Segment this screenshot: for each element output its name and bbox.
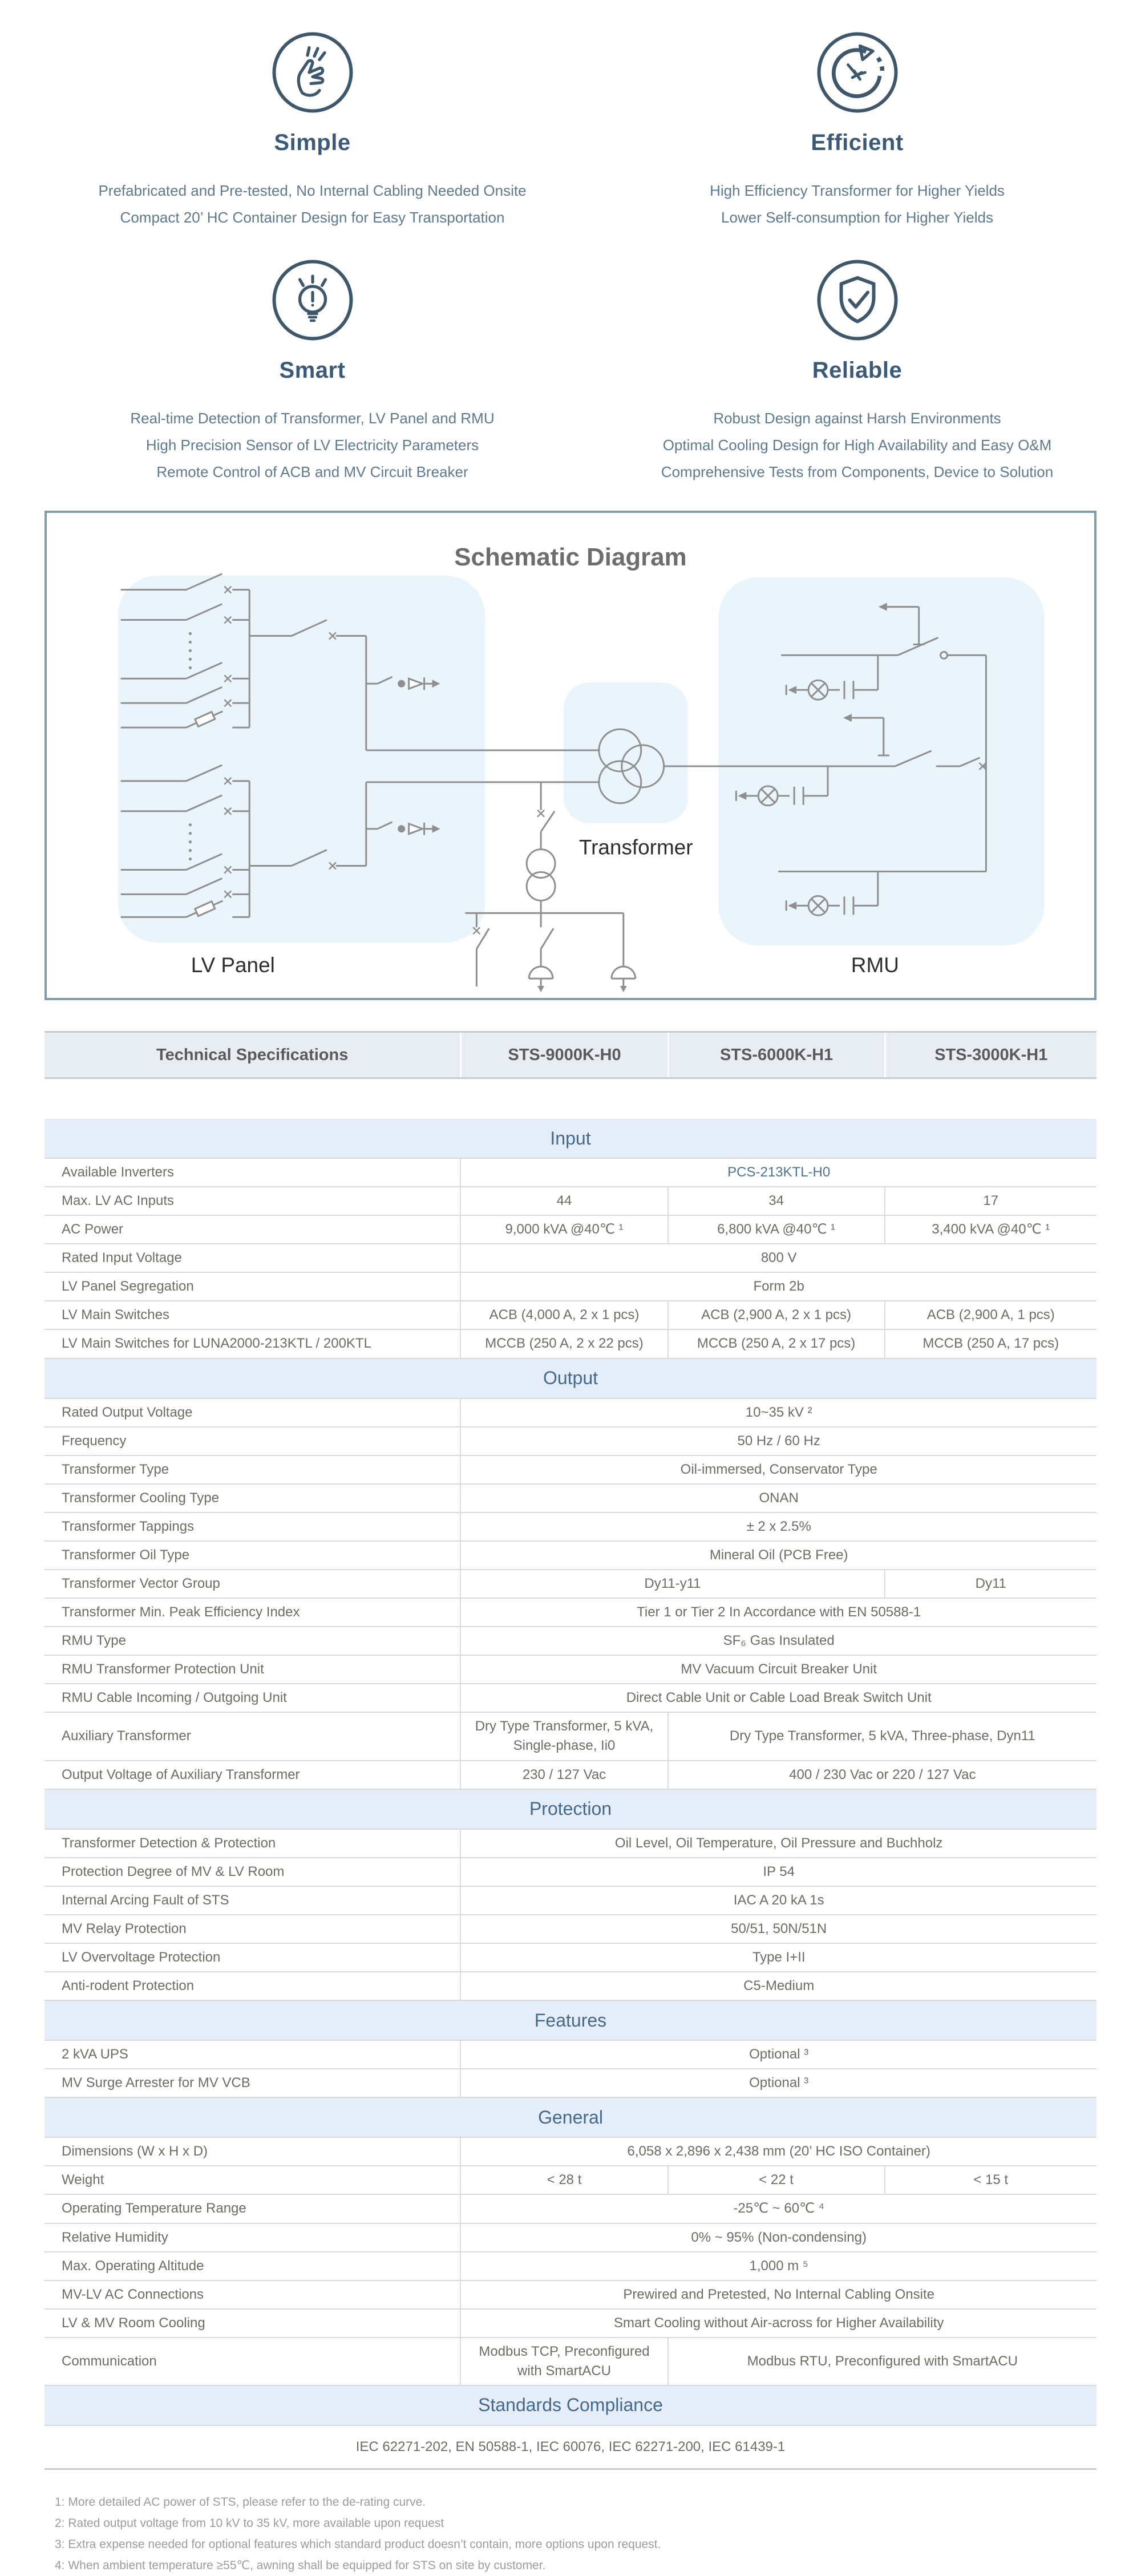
spec-label: Communication [62, 2353, 157, 2369]
spec-value: 6,800 kVA @40℃ ¹ [667, 1216, 884, 1243]
schematic-diagram-section [44, 511, 1097, 1000]
table-row [44, 2253, 1097, 2281]
spec-label: Anti-rodent Protection [62, 1978, 195, 1994]
model-column-header-1: STS-6000K-H1 [667, 1033, 884, 1077]
table-row [44, 1159, 1097, 1187]
spec-value: ACB (2,900 A, 2 x 1 pcs) [667, 1301, 884, 1329]
shield-check-icon [585, 257, 1130, 343]
section-title-input: Input [44, 1119, 1097, 1159]
table-row [44, 1399, 1097, 1427]
feature-title: Reliable [812, 358, 903, 383]
feature-line: Optimal Cooling Design for High Availability and Easy O&M [662, 436, 1052, 454]
spec-label: Rated Input Voltage [62, 1250, 182, 1266]
spec-value: 400 / 230 Vac or 220 / 127 Vac [667, 1761, 1097, 1789]
table-row [44, 2310, 1097, 2338]
spec-label: Max. Operating Altitude [62, 2258, 204, 2274]
table-row [44, 1301, 1097, 1330]
spec-label: RMU Cable Incoming / Outgoing Unit [62, 1690, 287, 1706]
spec-value: SF₆ Gas Insulated [460, 1627, 1097, 1655]
section-title-output: Output [44, 1359, 1097, 1399]
feature-card-simple [40, 30, 585, 231]
spec-value: Modbus RTU, Preconfigured with SmartACU [667, 2338, 1097, 2385]
spec-value: Tier 1 or Tier 2 In Accordance with EN 50588-1 [460, 1599, 1097, 1626]
spec-value: Form 2b [460, 1273, 1097, 1300]
spec-value: ± 2 x 2.5% [460, 1513, 1097, 1540]
table-row [44, 1972, 1097, 2001]
table-row [44, 1330, 1097, 1358]
rmu-highlight [718, 577, 1044, 945]
table-row [44, 2338, 1097, 2386]
spec-column-header: Technical Specifications [156, 1045, 349, 1064]
spec-value: ACB (4,000 A, 2 x 1 pcs) [460, 1301, 667, 1329]
spec-label: LV Main Switches for LUNA2000-213KTL / 200KTL [62, 1336, 371, 1352]
table-row [44, 1599, 1097, 1627]
spec-value: ONAN [460, 1485, 1097, 1512]
table-row [44, 1485, 1097, 1513]
table-row [44, 1761, 1097, 1790]
spec-value: MCCB (250 A, 2 x 17 pcs) [667, 1330, 884, 1357]
footnotes-section [55, 2492, 1141, 2576]
spec-value: Direct Cable Unit or Cable Load Break Switch Unit [460, 1684, 1097, 1712]
spec-value: Dry Type Transformer, 5 kVA, Single-phase, Ii0 [460, 1713, 667, 1760]
feature-card-smart [40, 257, 585, 486]
header-gap [44, 1079, 1097, 1119]
table-row [44, 1570, 1097, 1599]
table-row [44, 1887, 1097, 1915]
spec-label: Relative Humidity [62, 2229, 168, 2245]
snap-fingers-icon [40, 30, 585, 115]
spec-label: Protection Degree of MV & LV Room [62, 1863, 285, 1879]
spec-label: Transformer Detection & Protection [62, 1835, 276, 1851]
spec-value: 50 Hz / 60 Hz [460, 1427, 1097, 1455]
spec-value: < 22 t [667, 2166, 884, 2194]
feature-line: Comprehensive Tests from Components, Device to Solution [661, 463, 1054, 480]
spec-table-section [44, 1031, 1097, 2470]
spec-value: 34 [667, 1187, 884, 1215]
spec-value: -25℃ ~ 60℃ ⁴ [460, 2195, 1097, 2222]
spec-label: LV Panel Segregation [62, 1279, 194, 1295]
table-row [44, 2138, 1097, 2166]
model-column-header-0: STS-9000K-H0 [460, 1033, 667, 1077]
spec-label: LV Overvoltage Protection [62, 1949, 221, 1965]
spec-value: Oil Level, Oil Temperature, Oil Pressure and Buchholz [460, 1830, 1097, 1857]
feature-line: High Precision Sensor of LV Electricity Parameters [145, 436, 479, 454]
feature-line: Remote Control of ACB and MV Circuit Breaker [156, 463, 468, 480]
spec-value: IP 54 [460, 1858, 1097, 1886]
spec-label: 2 kVA UPS [62, 2047, 128, 2063]
spec-value: Dy11-y11 [460, 1570, 884, 1598]
spec-label: Operating Temperature Range [62, 2201, 246, 2217]
spec-value: 3,400 kVA @40℃ ¹ [884, 1216, 1097, 1243]
spec-value: PCS-213KTL-H0 [460, 1159, 1097, 1186]
table-row [44, 1187, 1097, 1216]
table-row [44, 2281, 1097, 2310]
section-title-general: General [44, 2098, 1097, 2138]
footnote: 1: More detailed AC power of STS, please refer to the de-rating curve. [55, 2496, 426, 2509]
spec-value: ACB (2,900 A, 1 pcs) [884, 1301, 1097, 1329]
feature-line: Real-time Detection of Transformer, LV Panel and RMU [130, 410, 495, 427]
spec-label: Transformer Type [62, 1461, 169, 1477]
feature-title: Simple [274, 130, 351, 155]
spec-label: LV & MV Room Cooling [62, 2315, 205, 2331]
spec-label: AC Power [62, 1222, 124, 1238]
spec-value: Modbus TCP, Preconfigured with SmartACU [460, 2338, 667, 2385]
spec-label: Available Inverters [62, 1164, 174, 1180]
lightbulb-icon [40, 257, 585, 343]
spec-label: RMU Type [62, 1633, 126, 1649]
table-row [44, 1858, 1097, 1887]
footnote: 2: Rated output voltage from 10 kV to 35 kV, more available upon request [55, 2517, 444, 2530]
model-column-header-2: STS-3000K-H1 [884, 1033, 1097, 1077]
rmu-label: RMU [851, 953, 899, 977]
feature-line: Robust Design against Harsh Environments [713, 410, 1001, 427]
spec-value: Dy11 [884, 1570, 1097, 1598]
feature-line: Lower Self-consumption for Higher Yields [721, 209, 993, 226]
spec-value: 10~35 kV ² [460, 1399, 1097, 1426]
features-section [0, 0, 1141, 486]
table-row [44, 2166, 1097, 2195]
table-row [44, 2069, 1097, 2098]
feature-card-reliable [585, 257, 1130, 486]
spec-value: C5-Medium [460, 1972, 1097, 2000]
table-row [44, 1944, 1097, 1972]
feature-card-efficient [585, 30, 1130, 231]
spec-label: LV Main Switches [62, 1307, 169, 1323]
spec-label: RMU Transformer Protection Unit [62, 1661, 264, 1677]
table-header-row [44, 1031, 1097, 1079]
table-row [44, 1427, 1097, 1456]
table-row [44, 1830, 1097, 1858]
table-row [44, 2224, 1097, 2253]
spec-value: 17 [884, 1187, 1097, 1215]
footnote: 4: When ambient temperature ≥55℃, awning shall be equipped for STS on site by customer. [55, 2559, 546, 2573]
table-row [44, 1244, 1097, 1273]
table-row [44, 1513, 1097, 1542]
spec-label: MV-LV AC Connections [62, 2286, 204, 2302]
table-row [44, 1273, 1097, 1301]
feature-title: Efficient [811, 130, 904, 155]
table-row [44, 1542, 1097, 1570]
spec-value: MV Vacuum Circuit Breaker Unit [460, 1656, 1097, 1683]
spec-value: MCCB (250 A, 2 x 22 pcs) [460, 1330, 667, 1357]
standards-list: IEC 62271-202, EN 50588-1, IEC 60076, IEC 62271-200, IEC 61439-1 [355, 2438, 786, 2454]
table-row [44, 1627, 1097, 1656]
spec-value: Mineral Oil (PCB Free) [460, 1542, 1097, 1569]
spec-value: < 28 t [460, 2166, 667, 2194]
spec-value: 6,058 x 2,896 x 2,438 mm (20’ HC ISO Container) [460, 2138, 1097, 2165]
spec-label: MV Relay Protection [62, 1920, 187, 1936]
table-row [44, 2041, 1097, 2069]
spec-value: 50/51, 50N/51N [460, 1915, 1097, 1943]
spec-value: Dry Type Transformer, 5 kVA, Three-phase, Dyn11 [667, 1713, 1097, 1760]
spec-label: Internal Arcing Fault of STS [62, 1892, 229, 1908]
spec-label: Transformer Tappings [62, 1518, 195, 1534]
lv-panel-label: LV Panel [191, 953, 275, 977]
spec-value: < 15 t [884, 2166, 1097, 2194]
section-title-features: Features [44, 2001, 1097, 2041]
table-row [44, 1684, 1097, 1713]
spec-sections-container [44, 1119, 1097, 2470]
spec-label: Rated Output Voltage [62, 1404, 193, 1420]
table-row [44, 1216, 1097, 1244]
feature-line: High Efficiency Transformer for Higher Yields [710, 182, 1005, 199]
spec-value: 0% ~ 95% (Non-condensing) [460, 2224, 1097, 2251]
spec-value: 44 [460, 1187, 667, 1215]
table-row [44, 1915, 1097, 1944]
spec-label: Output Voltage of Auxiliary Transformer [62, 1766, 300, 1782]
table-row [44, 1656, 1097, 1684]
spec-label: Auxiliary Transformer [62, 1728, 191, 1744]
schematic-svg [47, 513, 1094, 998]
spec-label: MV Surge Arrester for MV VCB [62, 2075, 250, 2091]
table-row [44, 2426, 1097, 2470]
spec-value: Oil-immersed, Conservator Type [460, 1456, 1097, 1483]
clock-efficiency-icon [585, 30, 1130, 115]
spec-value: 800 V [460, 1244, 1097, 1272]
feature-line: Compact 20’ HC Container Design for Easy Transportation [120, 209, 505, 226]
spec-label: Transformer Min. Peak Efficiency Index [62, 1604, 300, 1620]
section-title-protection: Protection [44, 1790, 1097, 1830]
table-row [44, 1713, 1097, 1761]
transformer-label: Transformer [578, 835, 693, 859]
footnote: 3: Extra expense needed for optional features which standard product doesn’t contain, more options upon request. [55, 2538, 661, 2551]
spec-label: Transformer Cooling Type [62, 1490, 220, 1506]
spec-value: IAC A 20 kA 1s [460, 1887, 1097, 1914]
spec-label: Transformer Oil Type [62, 1547, 190, 1563]
spec-label: Max. LV AC Inputs [62, 1193, 174, 1209]
spec-value: 1,000 m ⁵ [460, 2253, 1097, 2280]
spec-value: Smart Cooling without Air-across for Higher Availability [460, 2310, 1097, 2337]
section-title-standards-compliance: Standards Compliance [44, 2386, 1097, 2426]
spec-value: 9,000 kVA @40℃ ¹ [460, 1216, 667, 1243]
spec-value: Optional ³ [460, 2069, 1097, 2097]
spec-value: Prewired and Pretested, No Internal Cabling Onsite [460, 2281, 1097, 2308]
spec-value: MCCB (250 A, 17 pcs) [884, 1330, 1097, 1357]
spec-label: Frequency [62, 1433, 127, 1449]
spec-value: Optional ³ [460, 2041, 1097, 2068]
table-row [44, 2195, 1097, 2223]
spec-value: 230 / 127 Vac [460, 1761, 667, 1789]
feature-title: Smart [279, 358, 346, 383]
table-row [44, 1456, 1097, 1485]
spec-label: Weight [62, 2172, 104, 2188]
spec-label: Transformer Vector Group [62, 1576, 220, 1592]
schematic-title: Schematic Diagram [454, 543, 687, 571]
feature-line: Prefabricated and Pre-tested, No Internal Cabling Needed Onsite [98, 182, 527, 199]
spec-value: Type I+II [460, 1944, 1097, 1971]
spec-label: Dimensions (W x H x D) [62, 2144, 208, 2160]
